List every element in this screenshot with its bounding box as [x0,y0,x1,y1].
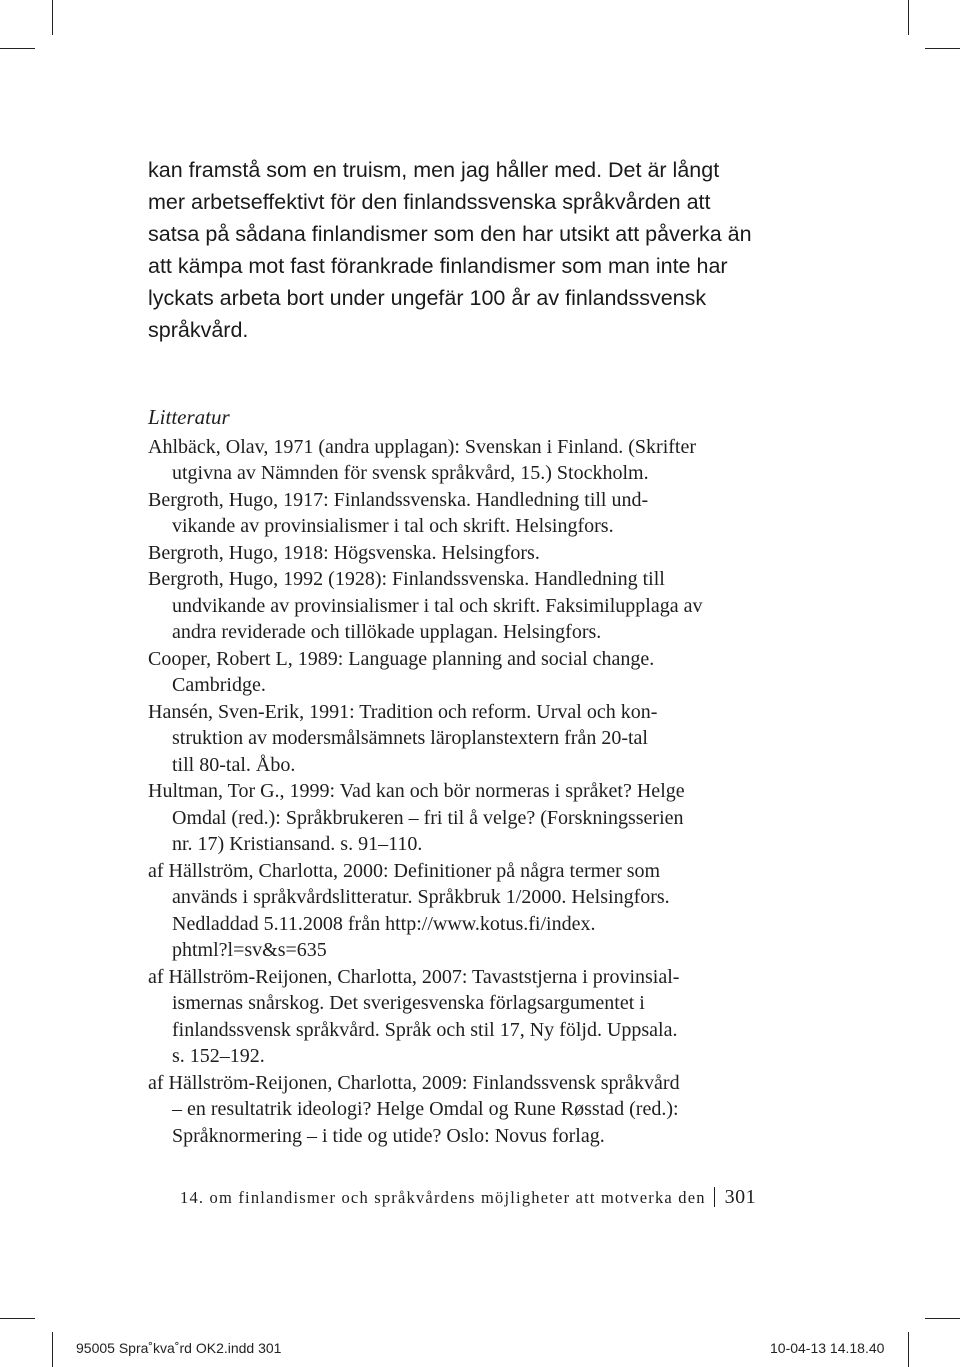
body-line: satsa på sådana finlandismer som den har utsikt att påverka än [148,222,752,246]
reference-entry [148,487,788,540]
literature-section [148,404,788,1149]
crop-mark [52,1332,53,1367]
reference-line: vikande av provinsialismer i tal och skrift. Helsingfors. [172,515,614,537]
crop-mark [908,1332,909,1367]
reference-line: undvikande av provinsialismer i tal och skrift. Faksimilupplaga av [172,594,703,617]
reference-line: phtml?l=sv&s=635 [172,939,327,961]
reference-line: nr. 17) Kristiansand. s. 91–110. [172,833,423,855]
reference-entry [148,540,788,567]
reference-entry [148,566,788,646]
reference-line: Hultman, Tor G., 1999: Vad kan och bör normeras i språket? Helge [148,780,685,802]
reference-line: ismernas snårskog. Det sverigesvenska förlagsargumentet i [172,992,645,1014]
reference-line: finlandssvensk språkvård. Språk och stil 17, Ny följd. Uppsala. [172,1018,678,1041]
slug-filename: 95005 Spra˚kva˚rd OK2.indd 301 [76,1340,282,1356]
reference-entry [148,699,788,779]
reference-line: Cooper, Robert L, 1989: Language planning and social change. [148,647,655,670]
body-line: att kämpa mot fast förankrade finlandismer som man inte har [148,254,728,278]
crop-mark [925,1318,960,1319]
reference-line: Hansén, Sven-Erik, 1991: Tradition och reform. Urval och kon- [148,700,658,723]
footer-divider [714,1187,715,1207]
literature-heading: Litteratur [148,405,230,429]
reference-line: utgivna av Nämnden för svensk språkvård, 15.) Stockholm. [172,462,649,484]
reference-line: till 80-tal. Åbo. [172,753,296,776]
reference-line: Cambridge. [172,674,266,696]
body-paragraph [148,154,788,346]
reference-line: Omdal (red.): Språkbrukeren – fri til å velge? (Forskningsserien [172,806,684,829]
page-number: 301 [724,1186,757,1208]
body-line: språkvård. [148,318,249,342]
crop-mark [0,1318,35,1319]
reference-line: Bergroth, Hugo, 1917: Finlandssvenska. Handledning till und- [148,488,649,511]
reference-line: af Hällström-Reijonen, Charlotta, 2009: Finlandssvensk språkvård [148,1071,680,1094]
reference-line: Ahlbäck, Olav, 1971 (andra upplagan): Svenskan i Finland. (Skrifter [148,435,697,458]
reference-line: Bergroth, Hugo, 1918: Högsvenska. Helsingfors. [148,541,540,564]
reference-line: Bergroth, Hugo, 1992 (1928): Finlandssvenska. Handledning till [148,568,665,590]
crop-mark [52,0,53,35]
reference-entry [148,1070,788,1150]
crop-mark [0,48,35,49]
slug-timestamp: 10-04-13 14.18.40 [770,1340,885,1356]
reference-line: – en resultatrik ideologi? Helge Omdal og Rune Røsstad (red.): [172,1098,679,1120]
reference-entry [148,964,788,1070]
body-line: lyckats arbeta bort under ungefär 100 år av finlandssvensk [148,286,707,310]
reference-line: används i språkvårdslitteratur. Språkbruk 1/2000. Helsingfors. [172,886,670,908]
crop-mark [925,48,960,49]
reference-line: Nedladdad 5.11.2008 från http://www.kotus.fi/index. [172,912,596,935]
reference-line: af Hällström-Reijonen, Charlotta, 2007: Tavaststjerna i provinsial- [148,965,680,988]
running-footer [180,1186,790,1209]
reference-line: struktion av modersmålsämnets läroplanstextern från 20-tal [172,727,648,749]
reference-entry [148,434,788,487]
reference-line: andra reviderade och tillökade upplagan. Helsingfors. [172,621,602,643]
running-title: 14. om finlandismer och språkvårdens möjligheter att motverka den [180,1188,706,1207]
reference-entry [148,858,788,964]
body-line: kan framstå som en truism, men jag håller med. Det är långt [148,158,720,182]
body-line: mer arbetseffektivt för den finlandssvenska språkvården att [148,190,711,214]
reference-entry [148,646,788,699]
reference-line: s. 152–192. [172,1045,265,1067]
crop-mark [908,0,909,35]
reference-line: Språknormering – i tide og utide? Oslo: Novus forlag. [172,1124,605,1147]
reference-entry [148,778,788,858]
reference-line: af Hällström, Charlotta, 2000: Definitioner på några termer som [148,859,661,882]
